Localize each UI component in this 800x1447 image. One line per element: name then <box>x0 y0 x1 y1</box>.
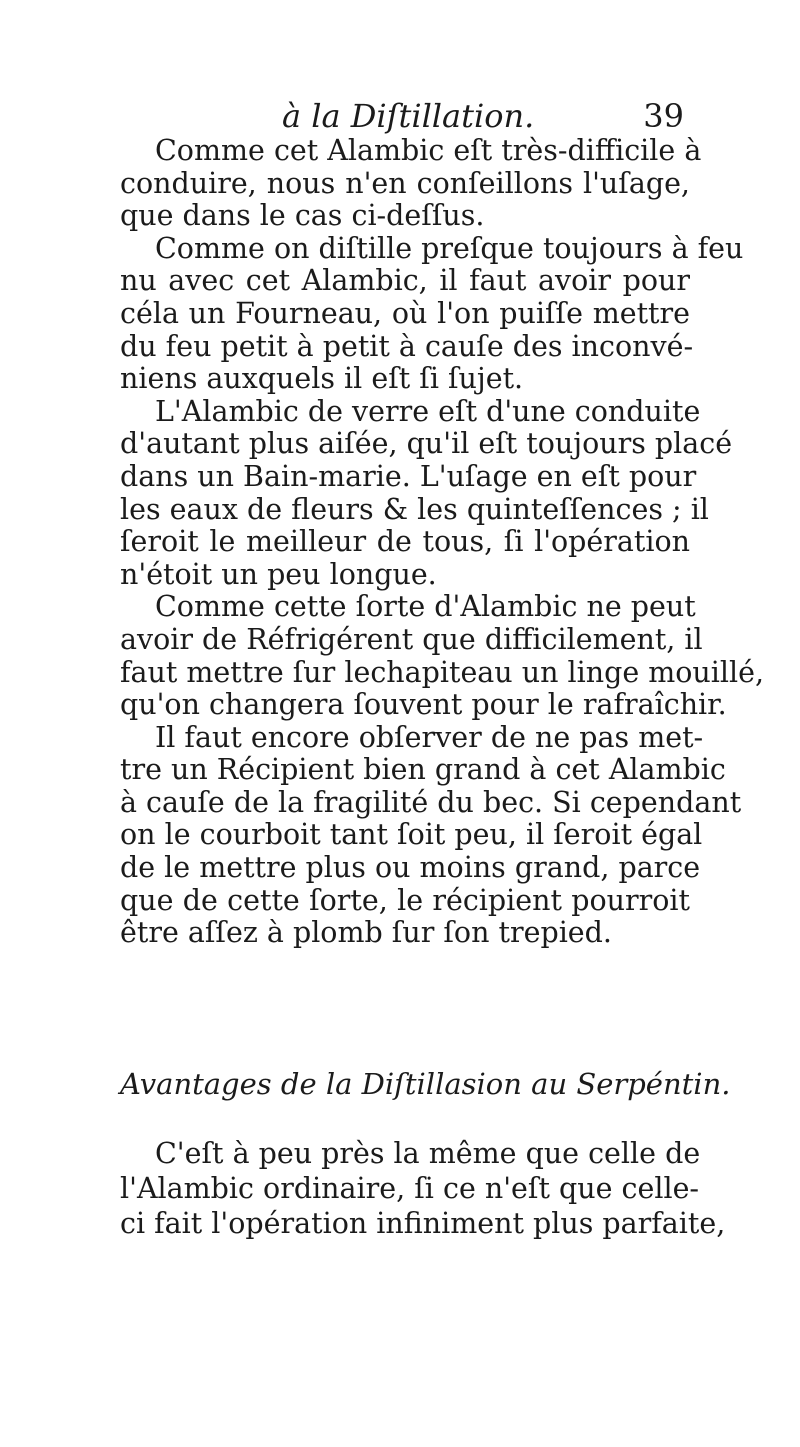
paragraph-5 <box>120 720 742 950</box>
text-line: L'Alambic de verre eſt d'une conduite <box>155 394 701 428</box>
text-line: à cauſe de la fragilité du bec. Si cependant <box>120 785 742 819</box>
text-line: Il faut encore obſerver de ne pas met- <box>155 720 704 754</box>
text-line: C'eſt à peu près la même que celle de <box>155 1137 701 1170</box>
text-line: Comme cet Alambic eſt très-difficile à <box>155 134 702 167</box>
text-line: les eaux de fleurs & les quinteſſences ; il <box>120 492 709 526</box>
text-line: être aſſez à plomb ſur ſon trepied. <box>120 916 612 950</box>
text-line: Comme cette ſorte d'Alambic ne peut <box>155 590 696 624</box>
paragraph-1 <box>120 134 702 233</box>
text-line: on le courboit tant ſoit peu, il ſeroit égal <box>120 818 703 852</box>
paragraph-4 <box>120 590 765 722</box>
text-line: de le mettre plus ou moins grand, parce <box>120 851 701 885</box>
text-line: ci fait l'opération infiniment plus parfaite, <box>120 1207 726 1240</box>
text-line: ſeroit le meilleur de tous, ſi l'opération <box>120 525 690 559</box>
text-line: du feu petit à petit à cauſe des inconvé- <box>120 329 694 363</box>
paragraph-3 <box>120 394 733 592</box>
text-line: que dans le cas ci-deſſus. <box>120 199 485 233</box>
section-heading: Avantages de la Diſtillasion au Serpéntin. <box>120 1067 731 1101</box>
text-line: avoir de Réfrigérent que difficilement, il <box>120 622 703 656</box>
running-title: à la Diſtillation. <box>282 97 535 135</box>
page-number: 39 <box>643 97 684 135</box>
main-text <box>120 134 765 950</box>
text-line: l'Alambic ordinaire, ſi ce n'eſt que celle- <box>120 1172 700 1205</box>
text-line: conduire, nous n'en conſeillons l'uſage, <box>120 166 690 200</box>
text-line: tre un Récipient bien grand à cet Alambic <box>120 753 726 787</box>
text-line: d'autant plus aiſée, qu'il eſt toujours placé <box>120 427 733 461</box>
text-line: qu'on changera ſouvent pour le rafraîchir. <box>120 688 727 722</box>
text-line: que de cette ſorte, le récipient pourroit <box>120 883 690 917</box>
closing-paragraph <box>120 1136 726 1241</box>
text-line: dans un Bain-marie. L'uſage en eſt pour <box>120 459 697 493</box>
text-line: n'étoit un peu longue. <box>120 557 437 591</box>
text-line: nu avec cet Alambic, il faut avoir pour <box>120 264 690 298</box>
text-line: Comme on diſtille preſque toujours à feu <box>155 231 744 265</box>
text-line: céla un Fourneau, où l'on puiſſe mettre <box>120 296 690 330</box>
text-line: niens auxquels il eſt ſi ſujet. <box>120 362 524 396</box>
paragraph-2 <box>120 231 744 396</box>
text-line: faut mettre ſur lechapiteau un linge mouillé, <box>120 655 765 689</box>
